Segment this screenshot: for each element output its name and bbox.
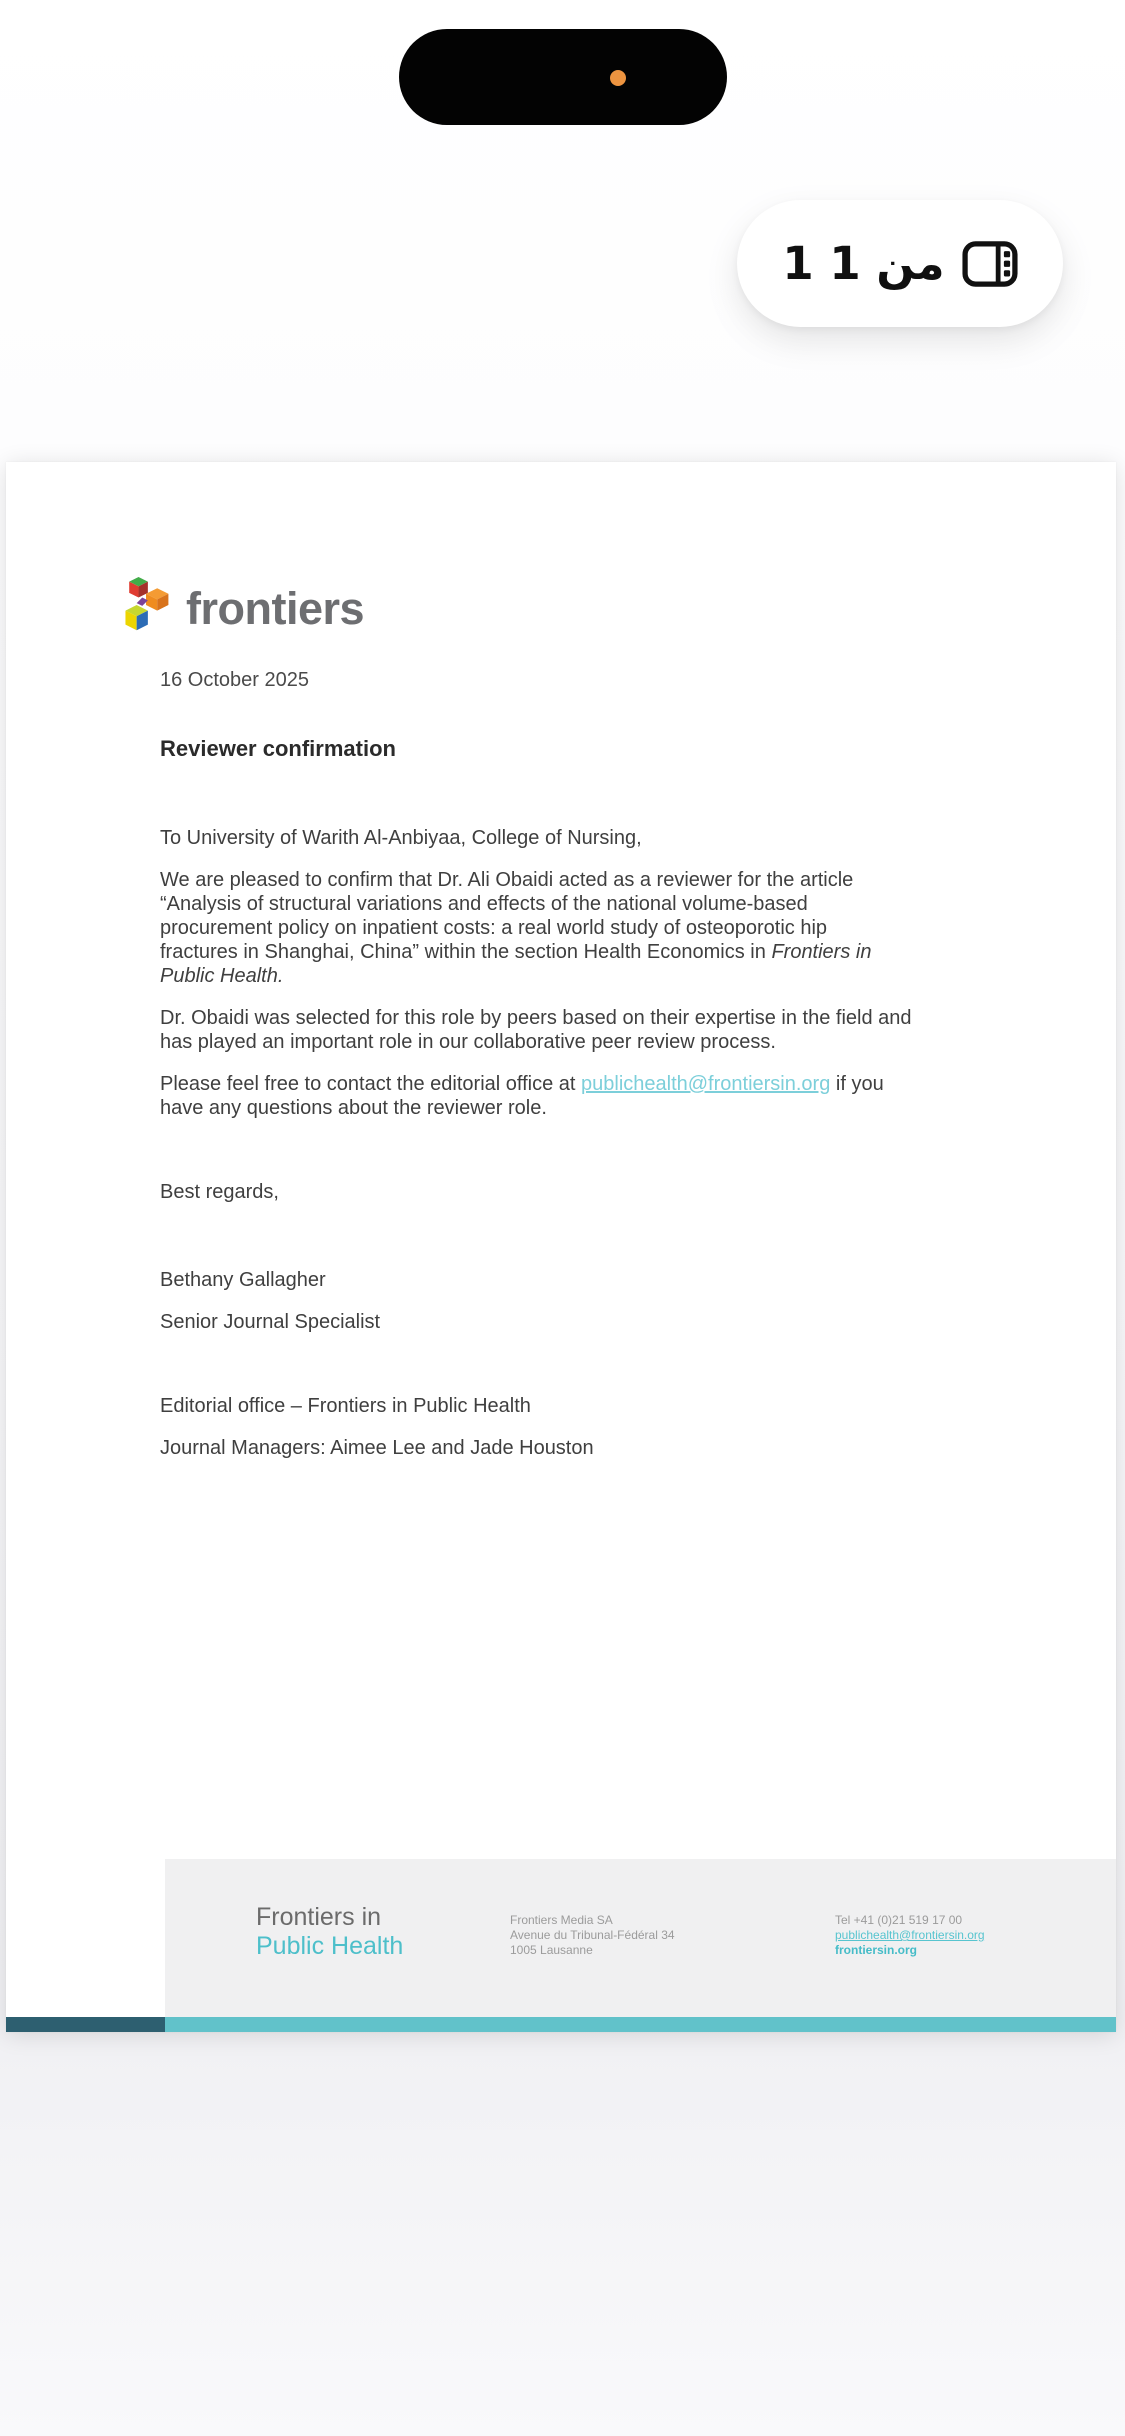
- letterhead-footer: [165, 1859, 1116, 2017]
- frontiers-logo-text: frontiers: [186, 582, 365, 634]
- letter-title: Reviewer confirmation: [160, 736, 396, 761]
- letter-text: has played an important role in our collaborative peer review process.: [160, 1031, 776, 1053]
- page-indicator-pill[interactable]: [737, 200, 1063, 327]
- letter-paragraph: [160, 1072, 1080, 1120]
- document-page: [6, 462, 1116, 2032]
- microphone-indicator-dot: [610, 70, 626, 86]
- footer-company: Frontiers Media SA: [510, 1913, 613, 1927]
- letter-text: “Analysis of structural variations and effects of the national volume-based: [160, 893, 808, 915]
- letter-text: Frontiers in: [771, 941, 872, 963]
- letter-text: procurement policy on inpatient costs: a real world study of osteoporotic hip: [160, 917, 828, 939]
- page-thumbnails-icon: [962, 241, 1018, 287]
- footer-city: 1005 Lausanne: [510, 1943, 593, 1957]
- dynamic-island[interactable]: [399, 29, 727, 125]
- footer-journal-name: [256, 1903, 403, 1961]
- footer-telephone: Tel +41 (0)21 519 17 00: [835, 1913, 963, 1927]
- letter-text: Senior Journal Specialist: [160, 1311, 381, 1333]
- letter-text: Journal Managers: Aimee Lee and Jade Houston: [160, 1437, 594, 1459]
- letter-body: [160, 826, 1080, 1460]
- footer-bar-light-teal: [165, 2017, 1116, 2032]
- letter-text: We are pleased to confirm that Dr. Ali Obaidi acted as a reviewer for the article: [160, 869, 854, 891]
- footer-contact: [835, 1913, 985, 1958]
- frontiers-logo: [118, 574, 364, 636]
- letter-paragraph: [160, 1268, 1080, 1292]
- footer-street: Avenue du Tribunal-Fédéral 34: [510, 1928, 675, 1942]
- letter-text: fractures in Shanghai, China” within the section Health Economics in: [160, 941, 772, 963]
- footer-journal-title: Public Health: [256, 1932, 404, 1960]
- letter-paragraph: [160, 868, 1080, 988]
- footer-website-link[interactable]: frontiersin.org: [835, 1943, 918, 1957]
- letter-text: Best regards,: [160, 1181, 279, 1203]
- email-link[interactable]: publichealth@frontiersin.org: [581, 1073, 831, 1095]
- letter-date: 16 October 2025: [160, 669, 309, 691]
- footer-bar-dark-teal: [6, 2017, 165, 2032]
- letter-text: Dr. Obaidi was selected for this role by peers based on their expertise in the field and: [160, 1007, 912, 1029]
- letter-paragraph: [160, 1394, 1080, 1418]
- letter-text: Public Health.: [160, 965, 284, 987]
- letter-paragraph: [160, 1180, 1080, 1204]
- footer-journal-prefix: Frontiers in: [256, 1903, 382, 1931]
- letter-text: To University of Warith Al-Anbiyaa, College of Nursing,: [160, 827, 642, 849]
- letter-paragraph: [160, 1436, 1080, 1460]
- page-indicator-label: 1 من 1: [782, 237, 945, 290]
- letter-text: Editorial office – Frontiers in Public Health: [160, 1395, 531, 1417]
- footer-email-link[interactable]: publichealth@frontiersin.org: [835, 1928, 985, 1942]
- letter-text: if you: [830, 1073, 884, 1095]
- letter-text: Bethany Gallagher: [160, 1269, 326, 1291]
- letter-text: Please feel free to contact the editorial office at: [160, 1073, 581, 1095]
- letter-paragraph: [160, 1006, 1080, 1054]
- letter-paragraph: [160, 1310, 1080, 1334]
- frontiers-logo-cubes-icon: [118, 574, 174, 636]
- letter-paragraph: [160, 826, 1080, 850]
- footer-address: [510, 1913, 675, 1958]
- letter-text: have any questions about the reviewer role.: [160, 1097, 547, 1119]
